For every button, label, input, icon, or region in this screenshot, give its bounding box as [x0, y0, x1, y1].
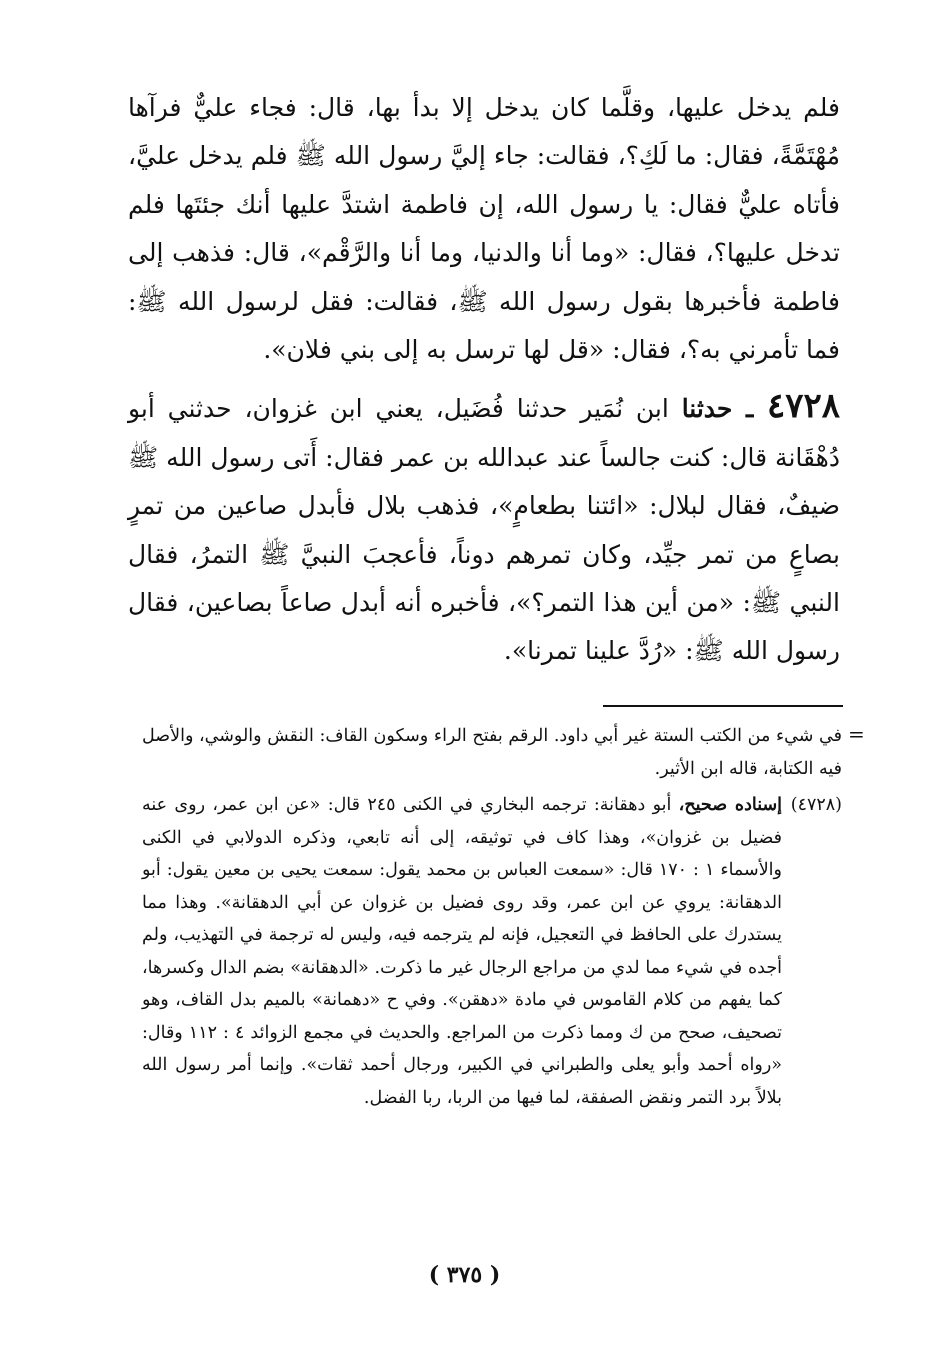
footnote-number: (٤٧٢٨)	[790, 795, 842, 815]
footnote-continuation-mark: =	[848, 722, 865, 746]
hadith-continuation-paragraph: فلم يدخل عليها، وقلَّما كان يدخل إلا بدأ بها، قال: فجاء عليٌّ فرآها مُهْتَمَّةً، فقال: ما لَكِ؟، فقالت: جاء إليَّ رسول الله ﷺ فلم يدخل عليَّ، فأتاه عليٌّ فقال: يا رسول الله، إن فاطمة اشتدَّ عليها أنك جئتَها فلم تدخل عليها؟، فقال: «وما أنا والدنيا، وما أنا والرَّقْم»، قال: فذهب إلى فاطمة فأخبرها بقول رسول الله ﷺ، فقالت: فقل لرسول الله ﷺ: فما تأمرني به؟، فقال: «قل لها ترسل به إلى بني فلان».	[128, 93, 840, 365]
footnote-continued: في شيء من الكتب الستة غير أبي داود. الرقم بفتح الراء وسكون القاف: النقش والوشي، والأصل فيه الكتابة، قاله ابن الأثير.	[142, 726, 842, 779]
main-text	[128, 84, 840, 676]
hadith-paragraph	[128, 382, 840, 675]
footnote-verdict: إسناده صحيح،	[678, 795, 783, 815]
footnotes	[142, 720, 842, 1114]
hadith-number: ٤٧٢٨	[766, 386, 840, 427]
page-number: ( ٣٧٥ )	[428, 1262, 501, 1288]
footnote-divider	[603, 705, 843, 707]
hadith-lead-word: حدثنا	[681, 394, 733, 424]
footnote-text: أبو دهقانة: ترجمه البخاري في الكنى ٢٤٥ قال: «عن ابن عمر، روى عنه فضيل بن غزوان»، وهذا كاف في توثيقه، إلى أنه تابعي، وذكره الدولابي في الكنى والأسماء ١ : ١٧٠ قال: «سمعت العباس بن محمد يقول: سمعت يحيى بن معين يقول: أبو الدهقانة: يروي عن ابن عمر، وقد روى فضيل بن غزوان عن أبي الدهقانة». وهذا مما يستدرك على الحافظ في التعجيل، فإنه لم يترجمه فيه، وليس له ترجمة في التهذيب، ولم أجده في شيء مما لدي من مراجع الرجال غير ما ذكرت. «الدهقانة» بضم الدال وكسرها، كما يفهم من كلام القاموس في مادة «دهقن». وفي ح «دهمانة» بالميم بدل القاف، وهو تصحيف، صحح من ك ومما ذكرت من المراجع. والحديث في مجمع الزوائد ٤ : ١١٢ وقال: «رواه أحمد وأبو يعلى والطبراني في الكبير، ورجال أحمد ثقات». وإنما أمر رسول الله بلالاً برد التمر ونقض الصفقة، لما فيها من الربا، ربا الفضل.	[142, 795, 782, 1108]
hadith-text: ابن نُمَير حدثنا فُضَيل، يعني ابن غزوان، حدثني أبو دُهْقَانة قال: كنت جالساً عند عبدالله بن عمر فقال: أَتى رسول الله ﷺ ضيفٌ، فقال لبلال: «ائتنا بطعامٍ»، فذهب بلال فأبدل صاعين من تمرٍ بصاعٍ من تمر جيِّد، وكان تمرهم دوناً، فأعجبَ النبيَّ ﷺ التمرُ، فقال النبي ﷺ: «من أين هذا التمر؟»، فأخبره أنه أبدل صاعاً بصاعين، فقال رسول الله ﷺ: «رُدَّ علينا تمرنا».	[128, 394, 840, 666]
hadith-dash: ـ	[732, 394, 767, 424]
footnote-4728	[142, 789, 842, 1114]
